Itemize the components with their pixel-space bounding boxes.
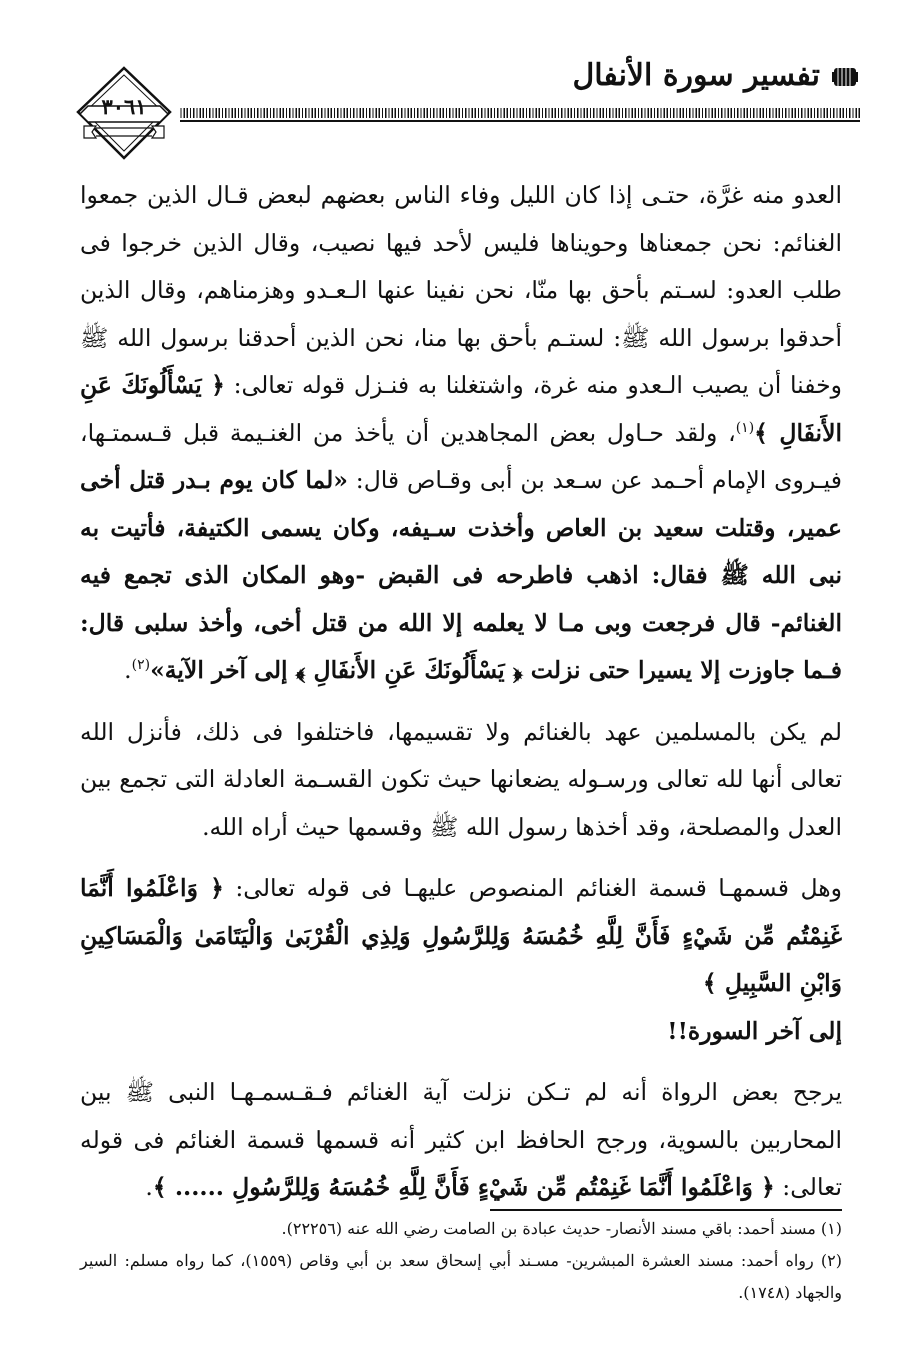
hadith-quote: «لما كان يوم بـدر قتل أخى عمير، وقتلت سعيد بن العاص وأخذت سـيفه، وكان يسمى الكتيفة، فأتيت به نبى الله ﷺ فقال: اذهب فاطرحه فى القبض -وهو المكان الذى تجمع فيه الغنائم- قال فرجعت وبى مـا لا يعلمه إلا الله من قتل أخى، وأخذ سلبى قال: فـما جاوزت إلا يسيرا حتى نزلت ﴿ يَسْأَلُونَكَ عَنِ الأَنفَالِ ﴾ إلى آخر الآية» bbox=[80, 466, 842, 684]
text-span: . bbox=[124, 656, 132, 684]
footnote-separator bbox=[490, 1209, 842, 1211]
main-text bbox=[80, 172, 842, 1212]
text-span: إلى آخر السورة!! bbox=[667, 1016, 842, 1045]
footnote-ref: (١) bbox=[735, 419, 755, 436]
text-span: . bbox=[145, 1173, 153, 1201]
footnote-ref: (٢) bbox=[131, 657, 151, 674]
header-rule bbox=[180, 108, 860, 118]
header-rule-line bbox=[180, 120, 860, 122]
page-title: تفسير سورة الأنفال bbox=[572, 58, 820, 93]
paragraph-3 bbox=[80, 865, 842, 1055]
text-span: العدو منه غرَّة، حتـى إذا كان الليل وفاء الناس بعضهم لبعض قـال الذين جمعوا الغنائم: نحن جمعناها وحويناها فليس لأحد فيها نصيب، وقال الذين خرجوا فى طلب العدو: لسـتم بأحق بها منّا، نحن نفينا عنها الـعـدو وهزمناهم، وقال الذين أحدقوا برسول الله ﷺ: لستـم بأحق بها منا، نحن الذين أحدقنا برسول الله ﷺ وخفنا أن يصيب الـعدو منه غرة، واشتغلنا به فنـزل قوله تعالى: bbox=[80, 181, 842, 399]
quran-verse: ﴿ وَاعْلَمُوا أَنَّمَا غَنِمْتُم مِّن شَيْءٍ فَأَنَّ لِلَّهِ خُمُسَهُ وَلِلرَّسُولِ وَلِذِي الْقُرْبَىٰ وَالْيَتَامَىٰ وَالْمَسَاكِينِ وَابْنِ السَّبِيلِ ﴾ bbox=[80, 874, 842, 997]
ornament-icon bbox=[830, 62, 860, 92]
quran-verse: ﴿ وَاعْلَمُوا أَنَّمَا غَنِمْتُم مِّن شَيْءٍ فَأَنَّ لِلَّهِ خُمُسَهُ وَلِلرَّسُولِ ...... ﴾ bbox=[152, 1173, 775, 1201]
quran-verse: ﴿ يَسْأَلُونَكَ عَنِ الأَنفَالِ ﴾ bbox=[80, 371, 842, 447]
footnote: (١) مسند أحمد: باقي مسند الأنصار- حديث عبادة بن الصامت رضي الله عنه (٢٢٢٥٦). bbox=[281, 1219, 842, 1238]
text-span: ، ولقد حـاول بعض المجاهدين أن يأخذ من الغنـيمة قبل قـسمتـها، فيـروى الإمام أحـمد عن سـعد بن أبى وقـاص قال: bbox=[80, 418, 842, 494]
text-span: يرجح بعض الرواة أنه لم تـكن نزلت آية الغنائم فـقـسمـهـا النبى ﷺ بين المحاربين بالسوية، ورجح الحافظ ابن كثير أنه قسمها قسمة الغنائم فى قوله تعالى: bbox=[80, 1078, 842, 1201]
paragraph-2: لم يكن بالمسلمين عهد بالغنائم ولا تقسيمها، فاختلفوا فى ذلك، فأنزل الله تعالى أنها لله تعالى ورسـوله يضعانها حيث تكون القسـمة العادلة التى تجمع بين العدل والمصلحة، وقد أخذها رسول الله ﷺ وقسمها حيث أراه الله. bbox=[80, 717, 842, 841]
page-number: ٣٠٦١ bbox=[101, 94, 147, 119]
page-header bbox=[70, 48, 860, 158]
paragraph-1 bbox=[80, 172, 842, 695]
footnotes bbox=[80, 1213, 842, 1309]
paragraph-4 bbox=[80, 1069, 842, 1212]
text-span: وهل قسمهـا قسمة الغنائم المنصوص عليهـا فى قوله تعالى: bbox=[235, 874, 842, 902]
footnote: (٢) رواه أحمد: مسند العشرة المبشرين- مسـند أبي إسحاق سعد بن أبي وقاص (١٥٥٩)، كما رواه مسلم: السير والجهاد (١٧٤٨). bbox=[80, 1251, 843, 1302]
